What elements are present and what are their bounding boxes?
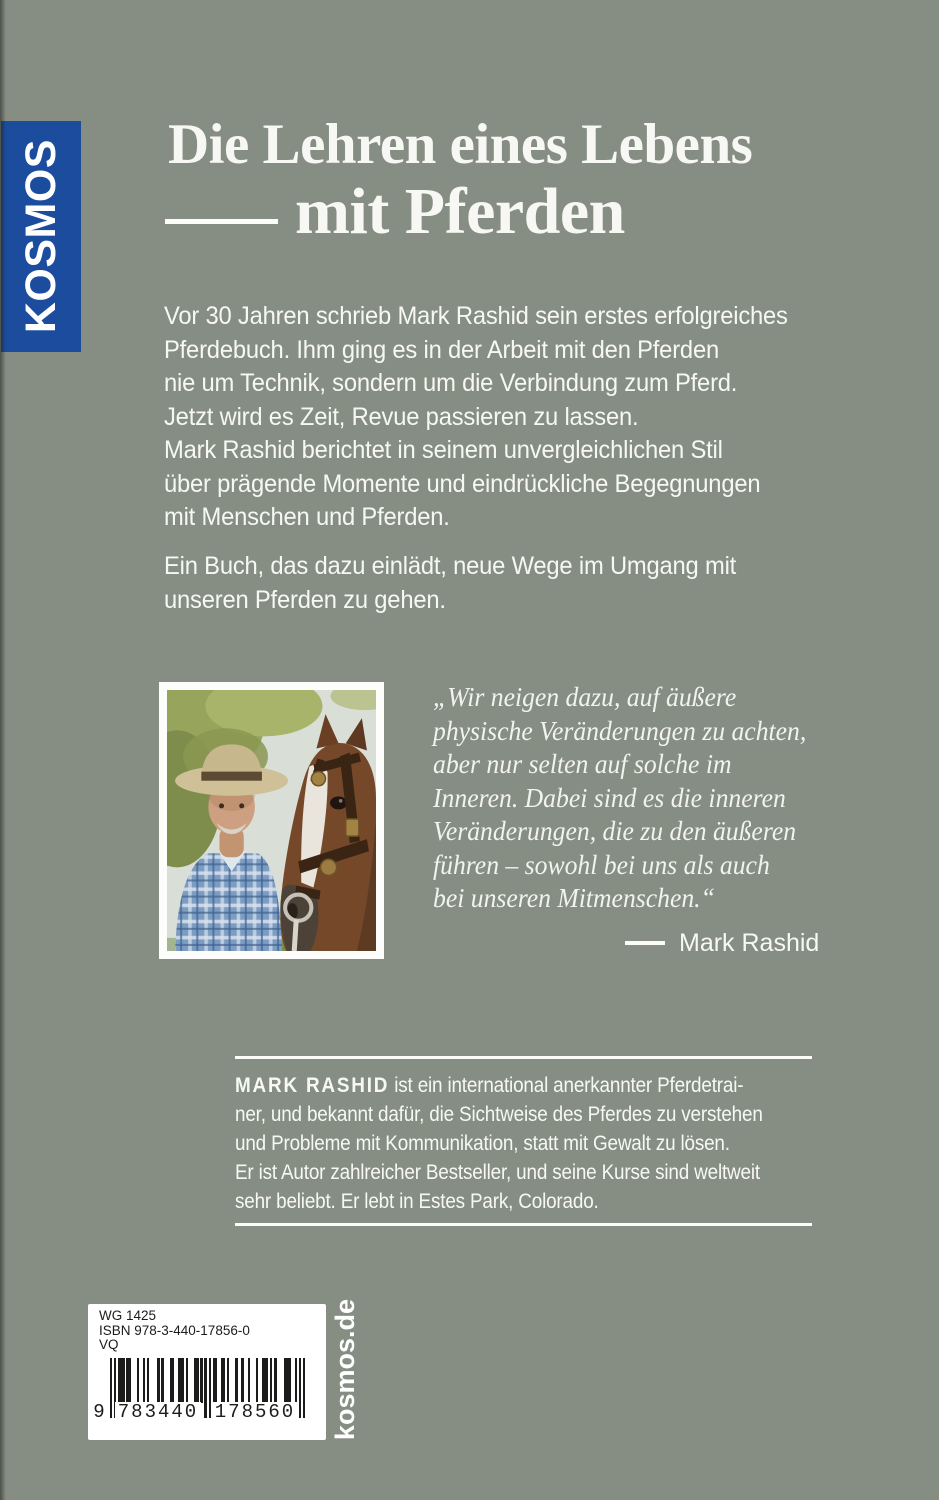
title-line-1: Die Lehren eines Lebens	[168, 113, 753, 176]
text-line: Pferdebuch. Ihm ging es in der Arbeit mit den Pferden	[164, 335, 719, 364]
text-line: „Wir neigen dazu, auf äußere	[433, 682, 737, 712]
label-isbn: ISBN 978-3-440-17856-0	[99, 1322, 250, 1338]
barcode-bar	[270, 1358, 272, 1403]
barcode-bar	[137, 1358, 139, 1403]
text-line: physische Veränderungen zu achten,	[433, 715, 807, 746]
intro-paragraph-2	[164, 550, 736, 617]
barcode-bar	[248, 1358, 250, 1403]
barcode-bar	[172, 1358, 174, 1403]
text-line: Ein Buch, das dazu einlädt, neue Wege im Umgang mit	[164, 552, 737, 580]
barcode-bar	[289, 1358, 291, 1403]
barcode-bar	[215, 1358, 217, 1403]
text-line: Jetzt wird es Zeit, Revue passieren zu lassen.	[164, 402, 639, 431]
author-bio	[235, 1071, 763, 1216]
barcode-bar	[161, 1358, 163, 1403]
barcode-bar	[274, 1358, 276, 1403]
text-line: Vor 30 Jahren schrieb Mark Rashid sein erstes erfolgreiches	[164, 302, 788, 330]
text-line: aber nur selten auf solche im	[433, 749, 732, 779]
text-line: nie um Technik, sondern um die Verbindung zum Pferd.	[164, 369, 738, 397]
bio-line-first-rest: ist ein international anerkannter Pferdetrai-	[389, 1074, 744, 1097]
barcode-bar	[147, 1358, 149, 1403]
text-line: und Probleme mit Kommunikation, statt mit Gewalt zu lösen.	[235, 1132, 730, 1155]
website-url	[327, 1298, 363, 1442]
bio-lines	[235, 1100, 763, 1216]
attribution-name: Mark Rashid	[679, 929, 820, 957]
barcode-bar	[182, 1358, 184, 1403]
kosmos-logo-text: KOSMOS	[16, 139, 65, 334]
text-line: ner, und bekannt dafür, die Sichtweise des Pferdes zu verstehen	[235, 1103, 763, 1126]
cover-edge-shadow	[0, 0, 6, 1500]
text-line: führen – sowohl bei uns als auch	[433, 849, 770, 880]
text-line: sehr beliebt. Er lebt in Estes Park, Colorado.	[235, 1190, 599, 1213]
text-line: mit Menschen und Pferden.	[164, 503, 450, 531]
text-line: unseren Pferden zu gehen.	[164, 585, 446, 614]
barcode-bar	[209, 1358, 211, 1418]
barcode-bar	[235, 1358, 237, 1403]
author-name: MARK RASHID	[235, 1074, 390, 1097]
barcode-bar	[110, 1358, 112, 1418]
barcode-bar	[122, 1358, 124, 1403]
text-line: Mark Rashid berichtet in seinem unvergleichlichen Stil	[164, 436, 723, 464]
bio-rule-bottom	[235, 1223, 812, 1226]
text-line: Inneren. Dabei sind es die inneren	[433, 782, 786, 813]
text-line: über prägende Momente und eindrückliche Begegnungen	[164, 469, 761, 498]
barcode-bar	[157, 1358, 159, 1403]
title-dash-rule	[165, 219, 278, 224]
barcode-digits-left: 783440	[115, 1402, 201, 1422]
website-text: kosmos.de	[329, 1299, 360, 1441]
attribution-dash	[625, 941, 665, 945]
barcode-digits-right: 178560	[212, 1402, 298, 1422]
barcode-bar	[295, 1358, 297, 1403]
quote-attribution	[625, 930, 819, 957]
barcode-bar	[186, 1358, 188, 1403]
barcode-bar	[256, 1358, 258, 1403]
bio-line-first	[235, 1071, 763, 1100]
text-line: Veränderungen, die zu den äußeren	[433, 816, 797, 846]
label-vq: VQ	[99, 1337, 119, 1352]
barcode-bar	[143, 1358, 145, 1403]
text-line: Er ist Autor zahlreicher Bestseller, und seine Kurse sind weltweit	[235, 1161, 760, 1184]
barcode-bar	[204, 1358, 206, 1418]
quote-block	[433, 681, 842, 916]
bio-rule-top	[235, 1056, 812, 1059]
barcode-bar	[223, 1358, 225, 1403]
author-photo-illustration	[167, 690, 376, 951]
barcode-bar	[196, 1358, 198, 1403]
barcode-label	[88, 1304, 326, 1440]
barcode-bar	[241, 1358, 243, 1403]
intro-paragraph-1	[164, 300, 788, 535]
barcode-bar	[303, 1358, 305, 1418]
barcode-bar	[299, 1358, 301, 1418]
barcode-digit-lead: 9	[91, 1402, 109, 1422]
text-line: bei unseren Mitmenschen.“	[433, 883, 715, 913]
label-wg-number: WG 1425	[99, 1308, 157, 1323]
kosmos-logo	[1, 121, 81, 352]
title-line-2: mit Pferden	[295, 175, 625, 248]
author-photo	[159, 682, 384, 959]
barcode-bar	[128, 1358, 130, 1403]
barcode-bar	[266, 1358, 268, 1403]
barcode-bar	[227, 1358, 229, 1403]
barcode-bar	[200, 1358, 202, 1403]
